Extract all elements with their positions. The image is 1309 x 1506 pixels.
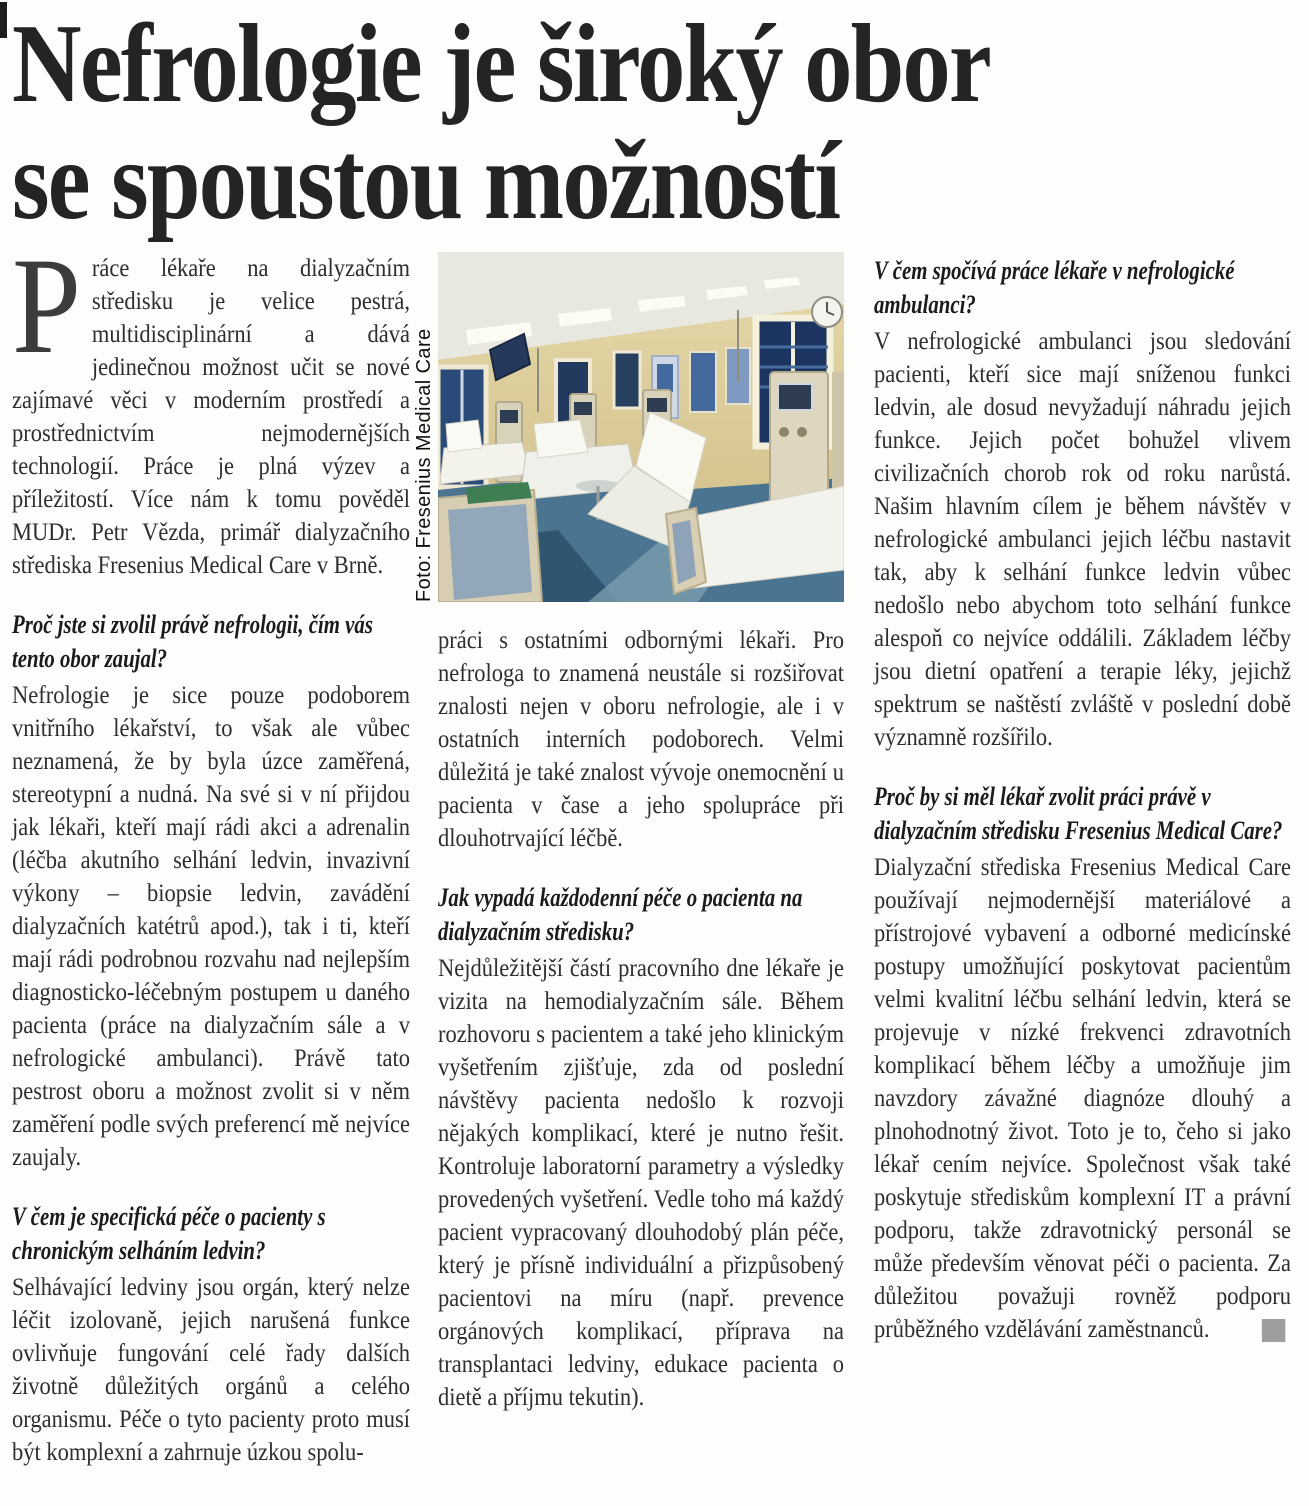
- scan-artifact: [0, 2, 7, 38]
- column-middle: [438, 252, 844, 1414]
- answer-1: Nefrologie je sice pouze podoborem vnitřního lékařství, to však ale vůbec neznamená, že by byla úzce zaměřená, stereotypní a nudná. Na své si v ní přijdou jak lékaři, kteří mají rádi akci a adrenalin (léčba akutního selhání ledvin, invazivní výkony – biopsie ledvin, zavádění dialyzačních katétrů apod.), tak i ti, kteří mají rádi podrobnou rozvahu nad nejlepším diagnosticko-léčebným postupem u daného pacienta (práce na dialyzačním sále a v nefrologické ambulanci). Právě tato pestrost oboru a možnost zvolit si v něm zaměření podle svých preferencí mě nejvíce zaujaly.: [12, 682, 410, 1171]
- title-line-2: se spoustou možností: [12, 119, 840, 243]
- final-paragraph: [874, 851, 1291, 1346]
- answer-3: Nejdůležitější částí pracovního dne lékaře je vizita na hemodialyzačním sále. Během rozhovoru s pacientem a také jeho klinickým vyšetřením zjišťuje, zda od poslední návštěvy pacienta nedošlo k rozvoji nějakých komplikací, které je nutno řešit. Kontroluje laboratorní parametry a výsledky provedených vyšetření. Vedle toho má každý pacient vypracovaný dlouhodobý plán péče, který je přísně individuální a přizpůsobený pacientovi na míru (např. prevence orgánových komplikací, příprava na transplantaci ledviny, edukace pacienta o dietě a příjmu tekutin).: [438, 955, 844, 1411]
- title-line-1: Nefrologie je široký obor: [12, 2, 991, 126]
- question-4: V čem spočívá práce lékaře v nefrologické ambulanci?: [874, 256, 1235, 319]
- column-right: [874, 252, 1291, 1346]
- column-left: [12, 229, 410, 1469]
- photo-caption: Foto: Fresenius Medical Care: [413, 328, 435, 602]
- question-3: Jak vypadá každodenní péče o pacienta na dialyzačním středisku?: [438, 883, 803, 946]
- article-photo: [438, 252, 844, 602]
- question-2: V čem je specifická péče o pacienty s chronickým selháním ledvin?: [12, 1202, 326, 1265]
- article-columns: [12, 229, 1295, 1469]
- intro-text: ráce lékaře na dialyzačním středisku je velice pestrá, multidisciplinární a dává jedinečnou možnost učit se nové zajímavé věci v moderním prostředí a prostřednictvím nejmodernějších technologií. Práce je plná výzev a příležitostí. Více nám k tomu pověděl MUDr. Petr Vězda, primář dialyzačního střediska Fresenius Medical Care v Brně.: [12, 255, 410, 579]
- photo-caption-gutter: [410, 252, 438, 602]
- answer-2-part-1: Selhávající ledviny jsou orgán, který nelze léčit izolovaně, jejich narušená funkce ovlivňuje fungování celé řady dalších životně důležitých orgánů a celého organismu. Péče o tyto pacienty proto musí být komplexní a zahrnuje úzkou spolu-: [12, 1274, 410, 1466]
- intro-paragraph: [12, 229, 410, 582]
- question-1: Proč jste si zvolil právě nefrologii, čím vás tento obor zaujal?: [12, 610, 373, 673]
- end-of-article-marker: [1262, 1319, 1285, 1342]
- answer-4: V nefrologické ambulanci jsou sledování pacienti, kteří sice mají sníženou funkci ledvin, ale dosud nevyžadují náhradu jejich funkce. Jejich počet bohužel vlivem civilizačních chorob rok od roku narůstá. Našim hlavním cílem je během návštěv v nefrologické ambulanci jejich léčbu nastavit tak, aby k selhání funkce ledvin vůbec nedošlo nebo abychom toto selhání funkce alespoň co nejvíce oddálili. Základem léčby jsou dietní opatření a terapie léky, jejichž spektrum se naštěstí zvláště v poslední době významně rozšířilo.: [874, 328, 1291, 751]
- question-5: Proč by si měl lékař zvolit práci právě v dialyzačním středisku Fresenius Medical Care?: [874, 782, 1283, 845]
- article-title: [12, 2, 991, 243]
- answer-2-part-2: práci s ostatními odbornými lékaři. Pro nefrologa to znamená neustále si rozšiřovat znalosti nejen v oboru nefrologie, ale i v ostatních interních podoborech. Velmi důležitá je také znalost vývoje onemocnění u pacienta v čase a jeho spolupráce při dlouhotrvající léčbě.: [438, 627, 844, 852]
- drop-cap: P: [12, 229, 82, 382]
- answer-5: Dialyzační střediska Fresenius Medical Care používají nejmodernější materiálové a přístrojové vybavení a odborné medicínské postupy umožňující poskytovat pacientům velmi kvalitní léčbu selhání ledvin, která se projevuje v nízké frekvenci zdravotních komplikací během léčby a umožňuje jim navzdory závažné diagnóze dlouhý a plnohodnotný život. Toto je to, čeho si jako lékař cením nejvíce. Společnost však také poskytuje střediskům komplexní IT a právní podporu, takže zdravotnický personál se může především věnovat péči o pacienta. Za důležitou považuji rovněž podporu průběžného vzdělávání zaměstnanců.: [874, 854, 1291, 1343]
